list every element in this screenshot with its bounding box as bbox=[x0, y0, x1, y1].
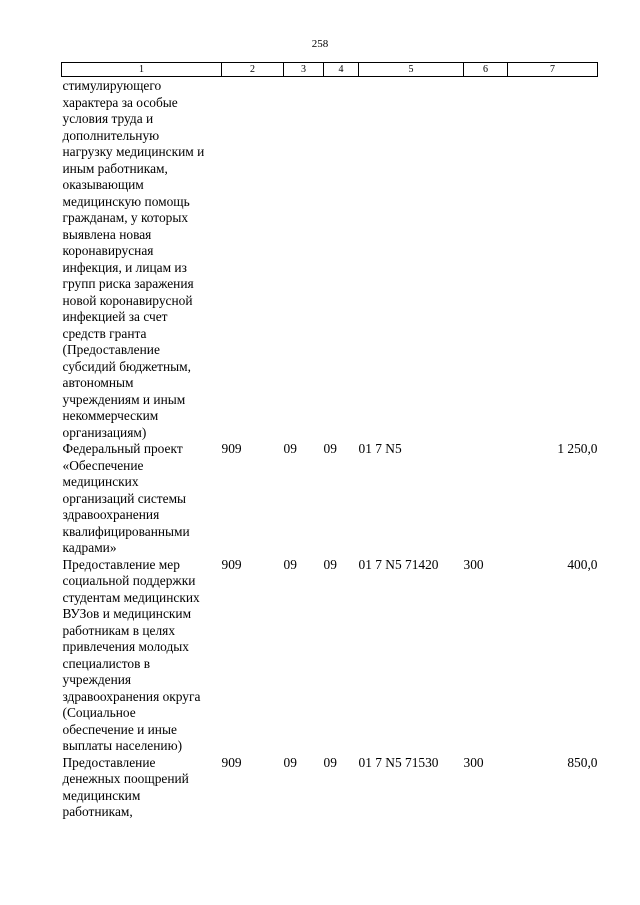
description-line: работникам, bbox=[62, 804, 133, 819]
description-line: субсидий бюджетным, bbox=[62, 358, 192, 374]
description-line: кадрами» bbox=[62, 540, 117, 555]
table-row bbox=[62, 557, 598, 755]
row-admin-code: 909 bbox=[221, 441, 242, 456]
row-section: 09 bbox=[283, 754, 297, 770]
description-line: иным работникам, bbox=[62, 160, 168, 176]
row-section bbox=[284, 77, 324, 442]
row-admin-code bbox=[222, 77, 284, 442]
row-expense-type: 300 bbox=[463, 754, 484, 770]
description-line: гражданам, у которых bbox=[62, 210, 189, 225]
description-line: медицинскую помощь bbox=[62, 193, 190, 209]
row-admin-code: 909 bbox=[221, 556, 242, 572]
description-line: Федеральный проект bbox=[62, 441, 183, 456]
description-line: условия труда и bbox=[62, 111, 154, 126]
row-amount bbox=[508, 77, 598, 442]
row-target-article bbox=[359, 77, 464, 442]
description-line: средств гранта bbox=[62, 325, 147, 341]
description-line: стимулирующего bbox=[62, 78, 162, 93]
table-row bbox=[62, 441, 598, 557]
description-line: социальной поддержки bbox=[62, 573, 196, 588]
row-target-article: 01 7 N5 71530 bbox=[358, 754, 439, 770]
description-line: работникам в целях bbox=[62, 622, 176, 638]
description-line: организациям) bbox=[62, 424, 147, 440]
description-line: денежных поощрений bbox=[62, 771, 189, 786]
row-description bbox=[62, 557, 222, 755]
description-line: коронавирусная bbox=[62, 243, 154, 258]
row-subsection: 09 bbox=[323, 556, 337, 572]
row-description bbox=[62, 77, 222, 442]
budget-table bbox=[61, 62, 598, 821]
column-header-7: 7 bbox=[508, 63, 598, 77]
description-line: здравоохранения bbox=[62, 507, 160, 522]
row-target-article: 01 7 N5 bbox=[358, 441, 402, 456]
table-body bbox=[62, 77, 598, 821]
row-section: 09 bbox=[283, 441, 297, 456]
description-line: медицинских bbox=[62, 474, 139, 489]
row-description bbox=[62, 441, 222, 557]
row-target-article: 01 7 N5 71420 bbox=[358, 556, 439, 572]
table-header bbox=[62, 63, 598, 77]
description-line: ВУЗов и медицинским bbox=[62, 606, 192, 621]
description-line: квалифицированными bbox=[62, 523, 190, 539]
description-line: инфекцией за счет bbox=[62, 309, 168, 324]
page-number: 258 bbox=[311, 38, 329, 50]
row-subsection: 09 bbox=[323, 441, 337, 456]
description-line: оказывающим bbox=[62, 177, 144, 192]
description-line: выплаты населению) bbox=[62, 738, 183, 753]
description-line: «Обеспечение bbox=[62, 457, 144, 473]
row-subsection: 09 bbox=[323, 754, 337, 770]
column-header-3: 3 bbox=[284, 63, 324, 77]
row-expense-type bbox=[464, 77, 508, 442]
description-line: нагрузку медицинским и bbox=[62, 144, 205, 159]
description-line: выявлена новая bbox=[62, 226, 152, 242]
row-subsection bbox=[324, 77, 359, 442]
description-line: групп риска заражения bbox=[62, 276, 194, 291]
row-admin-code: 909 bbox=[221, 754, 242, 770]
column-header-6: 6 bbox=[464, 63, 508, 77]
description-line: специалистов в bbox=[62, 655, 151, 671]
description-line: медицинским bbox=[62, 787, 141, 803]
description-line: Предоставление bbox=[62, 754, 156, 770]
description-line: новой коронавирусной bbox=[62, 292, 193, 308]
description-line: инфекция, и лицам из bbox=[62, 259, 187, 275]
row-expense-type: 300 bbox=[463, 556, 484, 572]
column-header-4: 4 bbox=[324, 63, 359, 77]
row-section: 09 bbox=[283, 556, 297, 572]
description-line: учреждения bbox=[62, 672, 132, 687]
row-amount: 850,0 bbox=[567, 754, 598, 770]
description-line: организаций системы bbox=[62, 490, 187, 506]
header-row bbox=[62, 63, 598, 77]
row-amount: 400,0 bbox=[567, 556, 598, 572]
description-line: обеспечение и иные bbox=[62, 721, 177, 737]
description-line: (Социальное bbox=[62, 705, 136, 720]
column-header-1: 1 bbox=[62, 63, 222, 77]
description-line: студентам медицинских bbox=[62, 589, 200, 605]
row-amount: 1 250,0 bbox=[557, 441, 598, 456]
description-line: здравоохранения округа bbox=[62, 688, 201, 704]
column-header-2: 2 bbox=[222, 63, 284, 77]
description-line: Предоставление мер bbox=[62, 556, 180, 572]
description-line: некоммерческим bbox=[62, 408, 159, 423]
row-expense-type bbox=[464, 441, 508, 557]
description-line: дополнительную bbox=[62, 127, 160, 143]
table-row bbox=[62, 77, 598, 442]
row-description bbox=[62, 755, 222, 821]
description-line: (Предоставление bbox=[62, 342, 160, 357]
description-line: учреждениям и иным bbox=[62, 391, 186, 407]
description-line: автономным bbox=[62, 375, 134, 390]
description-line: привлечения молодых bbox=[62, 639, 189, 654]
table-row bbox=[62, 755, 598, 821]
column-header-5: 5 bbox=[359, 63, 464, 77]
description-line: характера за особые bbox=[62, 94, 178, 110]
